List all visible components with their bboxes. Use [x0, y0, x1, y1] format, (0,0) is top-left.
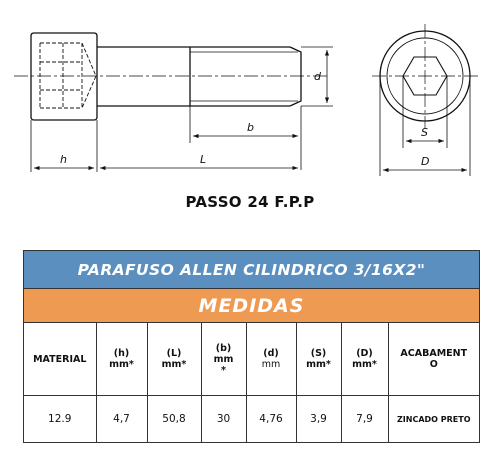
header-cell: (d) mm: [246, 323, 296, 396]
value-cell: 3,9: [296, 396, 341, 443]
value-cell: 4,7: [96, 396, 147, 443]
bolt-head-outline: [31, 33, 97, 120]
thread-pitch-heading: PASSO 24 F.P.P: [185, 193, 315, 211]
value-cell: 50,8: [147, 396, 201, 443]
value-cell: 30: [201, 396, 246, 443]
header-cell: (L) mm*: [147, 323, 201, 396]
header-cell: (S) mm*: [296, 323, 341, 396]
dim-label-D: D: [421, 155, 430, 168]
value-cell: 4,76: [246, 396, 296, 443]
value-cell: 12.9: [24, 396, 96, 443]
header-cell: MATERIAL: [24, 323, 96, 396]
header-cell: (b) mm *: [201, 323, 246, 396]
header-cell: (h) mm*: [96, 323, 147, 396]
header-cell: ACABAMENT O: [388, 323, 479, 396]
dim-label-S: S: [421, 126, 428, 139]
measurements-grid: [24, 323, 479, 442]
dim-label-d: d: [314, 70, 321, 83]
value-cell: 7,9: [341, 396, 388, 443]
dim-label-h: h: [60, 153, 67, 166]
value-cell: ZINCADO PRETO: [396, 414, 471, 424]
dim-label-b: b: [247, 121, 254, 134]
dim-label-L: L: [200, 153, 207, 166]
table-subtitle: MEDIDAS: [24, 289, 479, 323]
measurements-table: [23, 250, 480, 443]
value-row: [24, 396, 479, 443]
table-title: PARAFUSO ALLEN CILINDRICO 3/16X2": [24, 251, 479, 289]
header-row: [24, 323, 479, 396]
header-cell: (D) mm*: [341, 323, 388, 396]
bolt-technical-drawing: [0, 0, 500, 185]
